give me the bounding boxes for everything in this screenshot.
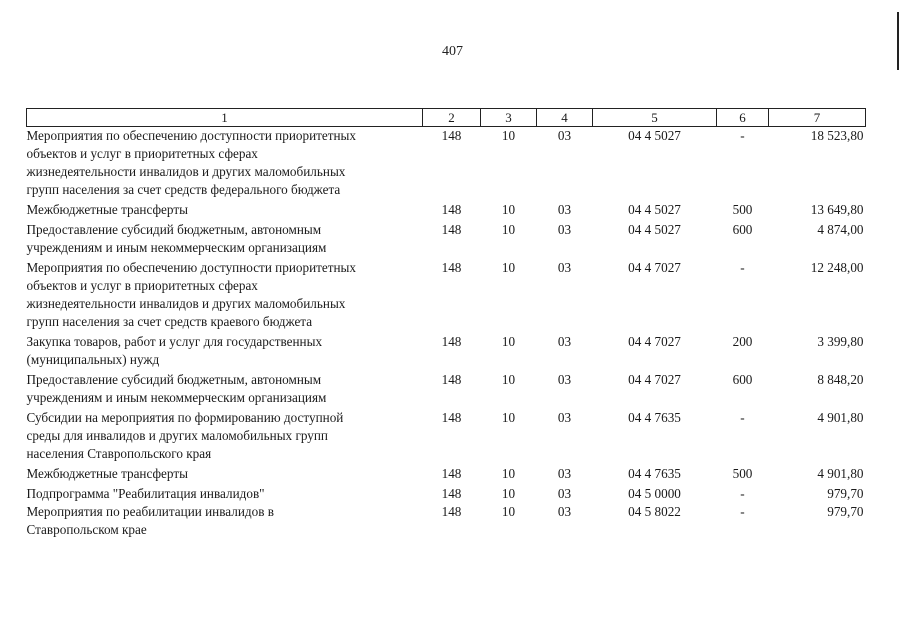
budget-table	[26, 108, 866, 541]
cell-name-line: групп населения за счет средств краевого бюджета	[26, 314, 313, 329]
cell-name-line: объектов и услуг в приоритетных сферах	[26, 278, 258, 293]
cell-name	[27, 503, 423, 541]
cell-target-article: 04 5 0000	[628, 486, 681, 501]
header-col-3: 3	[481, 109, 537, 127]
cell-amount: 13 649,80	[810, 202, 864, 217]
cell-section: 10	[501, 466, 516, 481]
cell-target-article: 04 4 5027	[628, 222, 681, 237]
cell-section: 10	[501, 128, 516, 143]
cell-target-article: 04 5 8022	[628, 504, 681, 519]
cell-name	[27, 485, 423, 503]
cell-name-line: Мероприятия по реабилитации инвалидов в	[26, 504, 274, 519]
cell-amount: 4 874,00	[817, 222, 864, 237]
cell-target-article: 04 4 7027	[628, 260, 681, 275]
table-body	[27, 127, 866, 542]
cell-expense-type: -	[740, 260, 745, 275]
cell-ministry-code: 148	[441, 334, 462, 349]
cell-name	[27, 371, 423, 409]
cell-name-line: Предоставление субсидий бюджетным, автономным	[26, 222, 322, 237]
cell-subsection: 03	[557, 486, 572, 501]
cell-subsection: 03	[557, 222, 572, 237]
cell-expense-type: 600	[732, 372, 753, 387]
cell-amount: 4 901,80	[817, 466, 864, 481]
cell-name-line: объектов и услуг в приоритетных сферах	[26, 146, 258, 161]
cell-ministry-code: 148	[441, 410, 462, 425]
cell-subsection: 03	[557, 334, 572, 349]
cell-subsection: 03	[557, 466, 572, 481]
cell-name-line: жизнедеятельности инвалидов и других маломобильных	[26, 296, 346, 311]
cell-section: 10	[501, 410, 516, 425]
cell-amount: 18 523,80	[810, 128, 864, 143]
cell-ministry-code: 148	[441, 222, 462, 237]
cell-expense-type: 600	[732, 222, 753, 237]
cell-name	[27, 127, 423, 202]
table-row	[27, 465, 866, 485]
cell-section: 10	[501, 222, 516, 237]
cell-amount: 979,70	[827, 504, 864, 519]
cell-amount: 3 399,80	[817, 334, 864, 349]
cell-target-article: 04 4 5027	[628, 202, 681, 217]
cell-subsection: 03	[557, 372, 572, 387]
cell-section: 10	[501, 372, 516, 387]
page-number: 407	[442, 44, 463, 59]
cell-expense-type: -	[740, 410, 745, 425]
cell-expense-type: 500	[732, 466, 753, 481]
cell-name-line: среды для инвалидов и других маломобильных групп	[26, 428, 328, 443]
cell-name	[27, 259, 423, 333]
cell-amount: 979,70	[827, 486, 864, 501]
cell-ministry-code: 148	[441, 128, 462, 143]
cell-name-line: Ставропольском крае	[26, 522, 147, 537]
cell-amount: 12 248,00	[810, 260, 864, 275]
cell-subsection: 03	[557, 504, 572, 519]
cell-section: 10	[501, 334, 516, 349]
cell-expense-type: 500	[732, 202, 753, 217]
header-col-5: 5	[593, 109, 717, 127]
cell-name-line: Межбюджетные трансферты	[26, 466, 188, 481]
cell-amount: 4 901,80	[817, 410, 864, 425]
cell-ministry-code: 148	[441, 486, 462, 501]
table-row	[27, 409, 866, 465]
cell-expense-type: -	[740, 128, 745, 143]
cell-name-line: Субсидии на мероприятия по формированию доступной	[26, 410, 344, 425]
table-header	[27, 109, 866, 127]
cell-name-line: Подпрограмма "Реабилитация инвалидов"	[26, 486, 265, 501]
cell-section: 10	[501, 504, 516, 519]
table-row	[27, 127, 866, 202]
cell-subsection: 03	[557, 260, 572, 275]
cell-name	[27, 465, 423, 485]
header-col-7: 7	[769, 109, 866, 127]
cell-section: 10	[501, 260, 516, 275]
cell-expense-type: -	[740, 486, 745, 501]
cell-name	[27, 409, 423, 465]
cell-name-line: Мероприятия по обеспечению доступности приоритетных	[26, 260, 357, 275]
cell-amount: 8 848,20	[817, 372, 864, 387]
cell-name-line: Мероприятия по обеспечению доступности приоритетных	[26, 128, 357, 143]
cell-target-article: 04 4 7027	[628, 372, 681, 387]
cell-expense-type: -	[740, 504, 745, 519]
header-col-1: 1	[27, 109, 423, 127]
cell-target-article: 04 4 7027	[628, 334, 681, 349]
cell-ministry-code: 148	[441, 372, 462, 387]
table-row	[27, 333, 866, 371]
cell-name-line: учреждениям и иным некоммерческим организациям	[26, 240, 327, 255]
table-row	[27, 485, 866, 503]
cell-subsection: 03	[557, 202, 572, 217]
header-col-6: 6	[717, 109, 769, 127]
table-row	[27, 259, 866, 333]
table-row	[27, 201, 866, 221]
cell-name	[27, 201, 423, 221]
cell-name-line: населения Ставропольского края	[26, 446, 212, 461]
table-row	[27, 221, 866, 259]
cell-section: 10	[501, 202, 516, 217]
cell-target-article: 04 4 7635	[628, 410, 681, 425]
cell-ministry-code: 148	[441, 202, 462, 217]
header-row	[27, 109, 866, 127]
cell-name-line: Межбюджетные трансферты	[26, 202, 188, 217]
cell-name-line: жизнедеятельности инвалидов и других маломобильных	[26, 164, 346, 179]
cell-name-line: групп населения за счет средств федерального бюджета	[26, 182, 341, 197]
cell-name	[27, 333, 423, 371]
cell-name-line: учреждениям и иным некоммерческим организациям	[26, 390, 327, 405]
cell-ministry-code: 148	[441, 504, 462, 519]
table-row	[27, 371, 866, 409]
scan-edge-mark	[897, 12, 899, 70]
cell-ministry-code: 148	[441, 260, 462, 275]
cell-section: 10	[501, 486, 516, 501]
cell-subsection: 03	[557, 410, 572, 425]
table-row	[27, 503, 866, 541]
cell-target-article: 04 4 7635	[628, 466, 681, 481]
cell-ministry-code: 148	[441, 466, 462, 481]
cell-name	[27, 221, 423, 259]
header-col-4: 4	[537, 109, 593, 127]
cell-target-article: 04 4 5027	[628, 128, 681, 143]
cell-name-line: Закупка товаров, работ и услуг для государственных	[26, 334, 323, 349]
cell-subsection: 03	[557, 128, 572, 143]
cell-name-line: (муниципальных) нужд	[26, 352, 160, 367]
cell-name-line: Предоставление субсидий бюджетным, автономным	[26, 372, 322, 387]
header-col-2: 2	[423, 109, 481, 127]
cell-expense-type: 200	[732, 334, 753, 349]
